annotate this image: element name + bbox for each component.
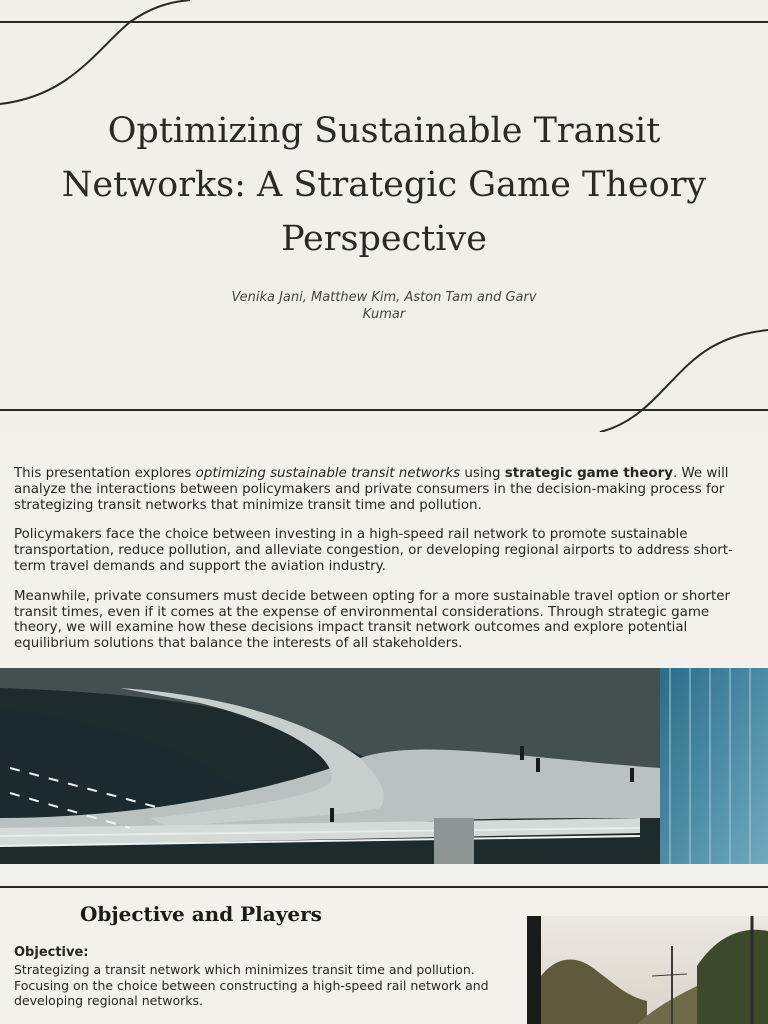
railway-photo xyxy=(527,916,768,1024)
objective-text: Strategizing a transit network which minimizes transit time and pollution. Focusing on the choice between constructing a high-speed rail network and developing regional networks. xyxy=(14,962,489,1008)
divider xyxy=(0,886,768,888)
page-title: Optimizing Sustainable Transit Networks: A Strategic Game Theory Perspective xyxy=(61,111,707,259)
intro-paragraph-3: Meanwhile, private consumers must decide between opting for a more sustainable travel option or shorter transit times, even if it comes at the expense of environmental considerations. Through strategic game theory, we will examine how these decisions impact transit network outcomes and explore potential equilibrium solutions that balance the interests of all stakeholders. xyxy=(14,588,731,652)
elevated-walkway-photo xyxy=(0,668,768,864)
authors: Venika Jani, Matthew Kim, Aston Tam and Garv Kumar xyxy=(231,290,537,322)
title-slide xyxy=(0,0,768,432)
intro-paragraph-2: Policymakers face the choice between investing in a high-speed rail network to promote sustainable transportation, reduce pollution, and alleviate congestion, or developing regional airports to address short-term travel demands and support the aviation industry. xyxy=(14,527,733,574)
text-run: using xyxy=(460,466,505,481)
intro-text xyxy=(14,466,744,666)
section-title: Objective and Players xyxy=(80,902,322,926)
text-run: This presentation explores xyxy=(14,466,196,481)
emphasis: optimizing sustainable transit networks xyxy=(195,466,461,481)
intro-paragraph-1 xyxy=(14,466,744,513)
strong-text: strategic game theory xyxy=(504,466,673,481)
objective-label: Objective: xyxy=(14,945,89,960)
text-run: . We will analyze the interactions between policymakers and private consumers in the decision-making process for strategizing transit networks that minimize transit time and pollution. xyxy=(14,466,729,513)
